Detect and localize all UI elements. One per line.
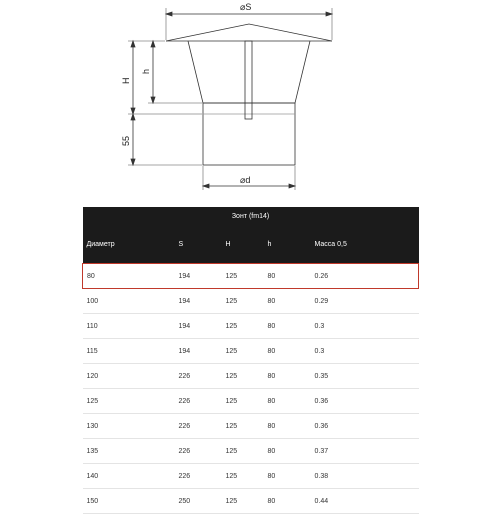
cell-diameter: 120: [83, 364, 175, 389]
cell-s: 226: [175, 414, 222, 439]
column-header-mass: Масса 0,5: [311, 225, 419, 264]
cell-h-lower: 80: [264, 339, 311, 364]
pipe-outline: [203, 103, 295, 165]
cap-body-outline: [188, 41, 310, 103]
cell-s: 194: [175, 314, 222, 339]
cell-mass: 0.37: [311, 439, 419, 464]
cell-h-lower: 80: [264, 414, 311, 439]
cell-h-upper: 125: [222, 439, 264, 464]
table-caption-row: [83, 207, 419, 225]
table-row[interactable]: [83, 414, 419, 439]
dim-label-55: 55: [121, 135, 131, 146]
cell-diameter: 150: [83, 489, 175, 514]
cell-diameter: 110: [83, 314, 175, 339]
cell-diameter: 130: [83, 414, 175, 439]
cell-diameter: 100: [83, 289, 175, 314]
column-header-h-upper: H: [222, 225, 264, 264]
cell-s: 226: [175, 464, 222, 489]
chimney-cap-drawing: [0, 0, 500, 200]
cell-h-lower: 80: [264, 364, 311, 389]
cell-mass: 0.26: [311, 264, 419, 289]
table-row[interactable]: [83, 339, 419, 364]
cell-diameter: 140: [83, 464, 175, 489]
cell-mass: 0.3: [311, 339, 419, 364]
column-header-h-lower: h: [264, 225, 311, 264]
cell-diameter: 80: [83, 264, 175, 289]
cell-h-upper: 125: [222, 464, 264, 489]
cell-h-lower: 80: [264, 314, 311, 339]
cell-mass: 0.36: [311, 414, 419, 439]
cell-s: 226: [175, 364, 222, 389]
table-row[interactable]: [83, 464, 419, 489]
cell-h-upper: 125: [222, 289, 264, 314]
cell-h-lower: 80: [264, 489, 311, 514]
cell-s: 194: [175, 264, 222, 289]
cell-mass: 0.29: [311, 289, 419, 314]
cell-h-upper: 125: [222, 314, 264, 339]
dim-label-s: ⌀S: [240, 2, 252, 12]
cell-h-lower: 80: [264, 389, 311, 414]
column-header-diameter: Диаметр: [83, 225, 175, 264]
table-row[interactable]: [83, 264, 419, 289]
cell-h-lower: 80: [264, 264, 311, 289]
table-body: [83, 264, 419, 514]
cell-mass: 0.44: [311, 489, 419, 514]
cell-mass: 0.3: [311, 314, 419, 339]
cell-h-upper: 125: [222, 364, 264, 389]
specification-table: [82, 207, 419, 514]
table-caption: Зонт (fm14): [83, 207, 419, 225]
column-header-s: S: [175, 225, 222, 264]
cap-cone-outline: [166, 24, 332, 41]
cell-h-lower: 80: [264, 289, 311, 314]
table-row[interactable]: [83, 389, 419, 414]
table-row[interactable]: [83, 314, 419, 339]
center-rib: [245, 41, 252, 119]
cell-h-lower: 80: [264, 439, 311, 464]
cell-diameter: 115: [83, 339, 175, 364]
cell-diameter: 135: [83, 439, 175, 464]
cell-s: 194: [175, 339, 222, 364]
cell-s: 226: [175, 439, 222, 464]
cell-h-upper: 125: [222, 489, 264, 514]
cell-mass: 0.38: [311, 464, 419, 489]
cell-h-lower: 80: [264, 464, 311, 489]
cell-s: 250: [175, 489, 222, 514]
table-row[interactable]: [83, 439, 419, 464]
cell-h-upper: 125: [222, 389, 264, 414]
cell-s: 226: [175, 389, 222, 414]
dim-label-h-upper: H: [121, 77, 131, 84]
cell-mass: 0.36: [311, 389, 419, 414]
cell-h-upper: 125: [222, 414, 264, 439]
table-row[interactable]: [83, 489, 419, 514]
table-header-row: [83, 225, 419, 264]
cell-h-upper: 125: [222, 264, 264, 289]
dim-label-d: ⌀d: [240, 175, 251, 185]
table-row[interactable]: [83, 364, 419, 389]
cell-h-upper: 125: [222, 339, 264, 364]
table-row[interactable]: [83, 289, 419, 314]
cell-diameter: 125: [83, 389, 175, 414]
cell-s: 194: [175, 289, 222, 314]
dim-label-h-lower: h: [141, 68, 151, 74]
cell-mass: 0.35: [311, 364, 419, 389]
